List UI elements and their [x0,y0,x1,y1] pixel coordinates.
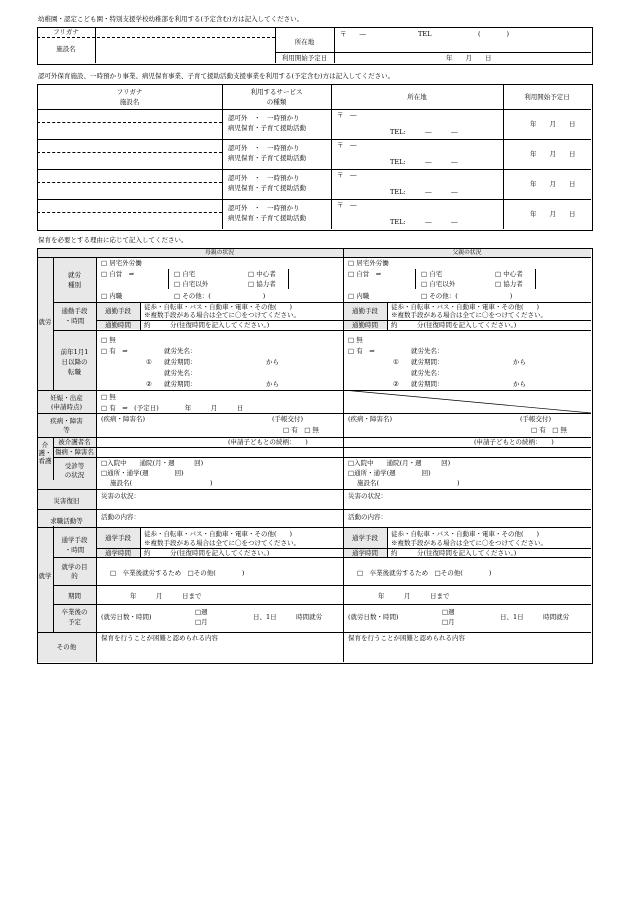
row-postal: 〒 ― [337,111,357,119]
commute-time-label: 通勤時間 [352,321,378,329]
prev-name-2: 就労先名： [164,369,197,377]
opt-not-home: □ 自宅以外 [421,280,456,288]
after-month: □月 [195,618,208,626]
prev-none: □ 無 [101,336,116,344]
header-furigana: フリガナ [116,88,143,96]
header-facility: 施設名 [119,98,140,106]
shubetsu-label-1: 就労 [68,271,81,279]
commute-time-text: 約 分(往復時間を記入してください。) [144,321,270,329]
service-option-1: 認可外 ・ 一時預かり [228,174,300,182]
commute-means-label: 通勤手段 [105,307,131,315]
opt-center: □ 中心者 [248,270,276,278]
pregnancy-yes: □ 有 ⇒ (予定日) 年 月 日 [101,404,244,412]
commute-means-text-1: 徒歩・自転車・バス・自動車・電車・その他( ) [144,303,293,311]
purpose-label-1: 就学の目 [61,563,88,571]
jushin-hospital: □入院中 通院(月・週 回) [101,459,204,467]
circle-2: ② [393,380,399,388]
opt-not-home: □ 自宅以外 [174,280,209,288]
address-label: 所在地 [294,38,315,46]
opt-home: □ 自宅 [174,270,196,278]
service-option-1: 認可外 ・ 一時預かり [228,114,300,122]
row-date: 年 月 日 [530,210,576,218]
commute-label-2: ・時間 [64,317,85,325]
school-time-text: 約 分(往復時間を記入してください。) [144,549,270,557]
row-postal: 〒 ― [337,141,357,149]
service-option-2: 病児保育・子育て援助活動 [228,154,306,162]
school-time-label: 通学時間 [352,549,378,557]
service-option-1: 認可外 ・ 一時預かり [228,204,300,212]
tel-label: TEL [418,30,432,38]
period-text: 年 月 日まで [378,592,450,600]
prev-yes: □ 有 ⇒ [348,347,375,355]
job-hunting-label: 求職活動等 [50,517,83,525]
school-means-label: 通学手段 [105,534,131,542]
other-text: 保育を行うことが困難と認められる内容 [348,634,465,642]
prev-period-2: 就労期間： [411,380,444,388]
after-work-days: (就労日数・時間) [101,613,152,621]
illness-yesno: □ 有 □ 無 [283,426,319,434]
kaigo-relation: (申請子どもとの続柄： ) [228,438,308,446]
section1-intro: 幼稚園・認定こども園・特別支援学校幼稚部を利用する(予定含む)方は記入してください。 [38,15,304,23]
facility-name-label: 施設名 [56,45,76,53]
shubetsu-label-2: 種別 [68,281,81,289]
school-means-text-1: 徒歩・自転車・バス・自動車・電車・その他( ) [391,530,540,538]
row-date: 年 月 日 [530,150,576,158]
prev-job-label-3: 転職 [68,368,81,376]
illness-name: (疾病・障害名) [348,415,393,423]
commute-means-text-2: ※複数手段がある場合は全てに〇をつけてください。 [391,311,547,319]
row-tel: TEL: ― ― [390,158,458,166]
start-date: 年 月 日 [446,54,492,62]
row-tel: TEL: ― ― [390,188,458,196]
father-header: 父親の状況 [452,250,482,256]
school-time-label: 通学時間 [105,549,131,557]
opt-self-employed: □ 自営 ⇒ [348,270,382,278]
prev-period-1: 就労期間： [164,358,197,366]
after-week: □週 [195,608,208,616]
school-time-text: 約 分(往復時間を記入してください。) [391,549,517,557]
gaku-label: 就学 [38,572,52,580]
job-hunting-text: 活動の内容： [348,513,387,521]
illness-techo: (手帳交付) [272,415,304,423]
tel-paren: ( ) [478,30,510,38]
after-week: □週 [442,608,455,616]
header-service-1: 利用するサービス [250,88,303,96]
row-tel: TEL: ― ― [390,128,458,136]
from-1: から [266,358,279,366]
opt-self-employed: □ 自営 ⇒ [101,270,135,278]
row-postal: 〒 ― [337,171,357,179]
from-2: から [266,380,279,388]
purpose-text: □ 卒業後就労するため □その他( ) [110,569,245,577]
circle-1: ① [393,358,399,366]
opt-outside-work: □ 居宅外労働 [348,259,389,267]
opt-inner-work: □ 内職 [101,292,123,300]
service-option-2: 病児保育・子育て援助活動 [228,124,306,132]
kaigo-illness-label: 傷病・障害名 [55,448,94,456]
purpose-label-2: 的 [71,572,78,580]
from-2: から [513,380,526,388]
opt-inner-work: □ 内職 [348,292,370,300]
from-1: から [513,358,526,366]
circle-2: ② [146,380,152,388]
shuro-label: 就労 [38,318,52,326]
school-means-text-2: ※複数手段がある場合は全てに〇をつけてください。 [391,539,547,547]
illness-label-1: 疾病・障害 [50,417,83,425]
section3-intro: 保育を必要とする理由に応じて記入してください。 [38,236,188,244]
illness-techo: (手帳交付) [520,415,552,423]
service-option-2: 病児保育・子育て援助活動 [228,214,306,222]
kaigo-person-label: 被介護者名 [58,438,91,446]
opt-home: □ 自宅 [421,270,443,278]
jushin-hospital: □入院中 通院(月・週 回) [348,459,451,467]
after-month: □月 [442,618,455,626]
opt-helper: □ 協力者 [495,280,523,288]
furigana-label: フリガナ [53,28,79,36]
header-service-2: の種類 [266,98,287,106]
prev-yes: □ 有 ⇒ [101,347,128,355]
pregnancy-none: □ 無 [101,393,116,401]
prev-name-1: 就労先名： [164,347,197,355]
other-text: 保育を行うことが困難と認められる内容 [101,634,218,642]
pregnancy-label-2: (申請時点) [50,403,83,411]
disaster-text: 災害の状況： [101,492,140,500]
commute-time-label: 通勤時間 [105,321,131,329]
after-rest: 日、1日 時間就労 [500,613,570,621]
row-date: 年 月 日 [530,180,576,188]
prev-job-label-2: 日以降の [61,358,88,366]
illness-yesno: □ 有 □ 無 [531,426,567,434]
commute-label-1: 通勤手段 [61,307,88,315]
school-label-2: ・時間 [64,546,85,554]
kaigo-relation: (申請子どもとの続柄： ) [474,438,554,446]
header-address: 所在地 [407,93,427,101]
mother-header: 母親の状況 [205,250,234,256]
prev-job-label-1: 前年1月1 [60,348,89,356]
opt-outside-work: □ 居宅外労働 [101,259,142,267]
header-start-date: 利用開始予定日 [524,93,570,101]
prev-none: □ 無 [348,336,363,344]
section2-intro: 認可外保育施設、一時預かり事業、病児保育事業、子育て援助活動支援事業を利用する(予定含む)方は記入してください。 [38,72,395,80]
service-option-1: 認可外 ・ 一時預かり [228,144,300,152]
commute-means-text-2: ※複数手段がある場合は全てに〇をつけてください。 [144,311,300,319]
start-date-label: 利用開始予定日 [281,54,328,62]
disaster-label: 災害復旧 [53,497,80,505]
opt-other: □ その他：( ) [174,292,266,300]
illness-label-2: 等 [63,426,70,434]
after-grad-label-2: 予定 [68,618,81,626]
jushin-visit: □通所・通学(週 回) [101,469,184,477]
service-option-2: 病児保育・子育て援助活動 [228,184,306,192]
kaigo-label: 介護・看護 [38,441,52,465]
other-label: その他 [56,643,77,651]
period-text: 年 月 日まで [130,592,202,600]
prev-period-1: 就労期間： [411,358,444,366]
illness-name: (疾病・障害名) [101,415,146,423]
jushin-label-1: 受診等 [64,462,85,470]
opt-center: □ 中心者 [495,270,523,278]
after-rest: 日、1日 時間就労 [253,613,323,621]
row-postal: 〒 ― [337,201,357,209]
commute-means-text-1: 徒歩・自転車・バス・自動車・電車・その他( ) [391,303,540,311]
period-label: 期間 [68,592,81,600]
pregnancy-label-1: 妊娠・出産 [50,394,83,402]
jushin-facility: 施設名( ) [110,479,213,487]
jushin-facility: 施設名( ) [357,479,460,487]
school-label-1: 通学手段 [61,536,88,544]
prev-name-2: 就労先名： [411,369,444,377]
commute-time-text: 約 分(往復時間を記入してください。) [391,321,517,329]
commute-means-label: 通勤手段 [352,307,378,315]
row-date: 年 月 日 [530,120,576,128]
row-tel: TEL: ― ― [390,218,458,226]
after-grad-label-1: 卒業後の [61,608,88,616]
prev-period-2: 就労期間： [164,380,197,388]
diagonal-strike [343,390,591,413]
prev-name-1: 就労先名： [411,347,444,355]
after-work-days: (就労日数・時間) [348,613,399,621]
job-hunting-text: 活動の内容： [101,513,140,521]
purpose-text: □ 卒業後就労するため □その他( ) [357,569,492,577]
opt-helper: □ 協力者 [248,280,276,288]
jushin-visit: □通所・通学(週 回) [348,469,431,477]
circle-1: ① [146,358,152,366]
postal-code: 〒 ― [340,30,366,38]
school-means-text-2: ※複数手段がある場合は全てに〇をつけてください。 [144,539,300,547]
disaster-text: 災害の状況： [348,492,387,500]
school-means-label: 通学手段 [352,534,378,542]
opt-other: □ その他：( ) [421,292,513,300]
jushin-label-2: の状況 [64,471,85,479]
school-means-text-1: 徒歩・自転車・バス・自動車・電車・その他( ) [144,530,293,538]
